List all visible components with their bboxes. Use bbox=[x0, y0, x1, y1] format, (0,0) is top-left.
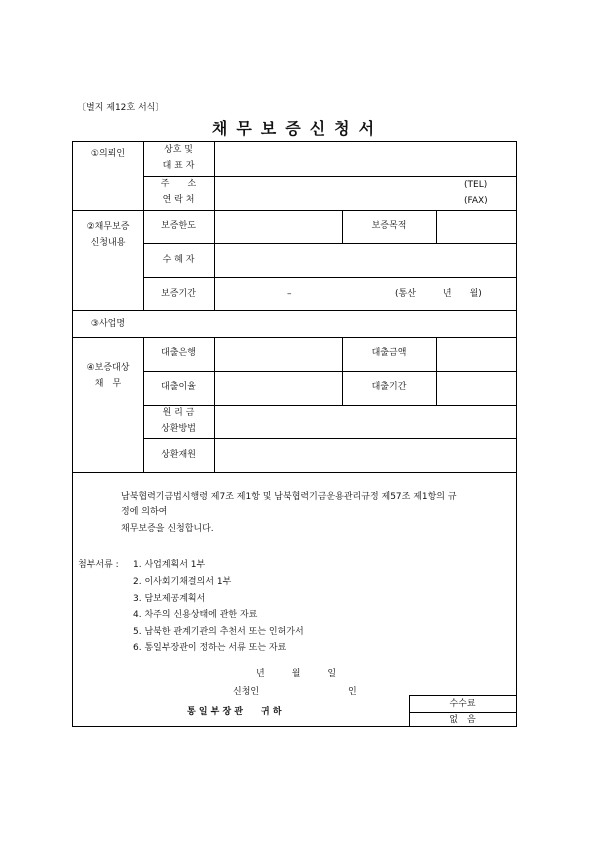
row-divider bbox=[143, 243, 516, 244]
statement-line-2: 정에 의하여 bbox=[121, 507, 168, 517]
guarantee-section-label-2: 신청내용 bbox=[90, 238, 126, 248]
loan-amount-label: 대출금액 bbox=[371, 348, 407, 358]
col-divider bbox=[214, 142, 215, 310]
applicant-section-label: ①의뢰인 bbox=[90, 149, 126, 159]
col-divider bbox=[436, 210, 437, 243]
statement-line-3: 채무보증을 신청합니다. bbox=[121, 524, 214, 534]
fee-value: 없 음 bbox=[449, 715, 476, 725]
statement-line-1: 남북협력기금법시행령 제7조 제1항 및 남북협력기금운용관리규정 제57조 제1항의 규 bbox=[121, 492, 457, 502]
debt-section-label: ④보증대상 bbox=[86, 363, 130, 373]
form-number: 〔별지 제12호 서식〕 bbox=[77, 103, 165, 113]
beneficiary-label: 수 혜 자 bbox=[162, 255, 195, 265]
row-divider bbox=[143, 438, 516, 439]
col-divider bbox=[214, 337, 215, 472]
row-divider bbox=[143, 176, 516, 177]
purpose-label: 보증목적 bbox=[371, 221, 407, 231]
representative-label: 대 표 자 bbox=[162, 161, 195, 171]
debt-section-label-2: 채 무 bbox=[94, 379, 122, 389]
loan-rate-label: 대출이율 bbox=[161, 382, 196, 392]
period-label: 보증기간 bbox=[161, 289, 196, 299]
repayment-source-label: 상환재원 bbox=[161, 450, 196, 460]
repayment-method-label: 상환방법 bbox=[161, 424, 196, 434]
addressee: 통 일 부 장 관 귀 하 bbox=[187, 707, 282, 717]
loan-period-label: 대출기간 bbox=[371, 382, 407, 392]
col-divider bbox=[436, 337, 437, 405]
fee-label: 수수료 bbox=[449, 699, 476, 709]
fee-divider bbox=[409, 712, 516, 713]
row-divider bbox=[73, 210, 516, 211]
row-divider bbox=[143, 277, 516, 278]
limit-label: 보증한도 bbox=[161, 221, 196, 231]
row-divider bbox=[73, 472, 516, 473]
repayment-label: 원 리 금 bbox=[162, 408, 195, 418]
attachment-item: 5. 남북한 관계기관의 추천서 또는 인허가서 bbox=[133, 627, 304, 637]
address-label: 주 소 bbox=[160, 179, 197, 189]
period-dash: – bbox=[287, 289, 292, 299]
row-divider bbox=[143, 371, 516, 372]
application-form bbox=[72, 141, 517, 727]
seal-label: 인 bbox=[348, 687, 357, 697]
row-divider bbox=[73, 310, 516, 311]
attachment-item: 6. 통일부장관이 정하는 서류 또는 자료 bbox=[133, 643, 287, 653]
attachment-item: 3. 담보제공계획서 bbox=[133, 594, 206, 604]
date-line: 년 월 일 bbox=[256, 669, 337, 679]
attachment-item: 2. 이사회기채결의서 1부 bbox=[133, 577, 232, 587]
row-divider bbox=[143, 405, 516, 406]
attachment-item: 1. 사업계획서 1부 bbox=[133, 560, 206, 570]
form-title: 채무보증신청서 bbox=[211, 119, 384, 138]
row-divider bbox=[73, 337, 516, 338]
business-section-label: ③사업명 bbox=[90, 319, 126, 329]
guarantee-section-label: ②채무보증 bbox=[86, 222, 130, 232]
fee-border bbox=[409, 695, 516, 696]
applicant-signature-label: 신청인 bbox=[233, 687, 260, 697]
tel-label: (TEL) bbox=[464, 180, 488, 190]
fax-label: (FAX) bbox=[464, 196, 488, 206]
name-label: 상호 및 bbox=[164, 145, 193, 155]
period-total: (통산 년 월) bbox=[395, 289, 482, 299]
attachment-item: 4. 차주의 신용상태에 관한 자료 bbox=[133, 610, 258, 620]
loan-bank-label: 대출은행 bbox=[161, 348, 196, 358]
contact-label: 연 락 처 bbox=[162, 195, 195, 205]
attachments-label: 첨부서류 : bbox=[78, 560, 119, 570]
